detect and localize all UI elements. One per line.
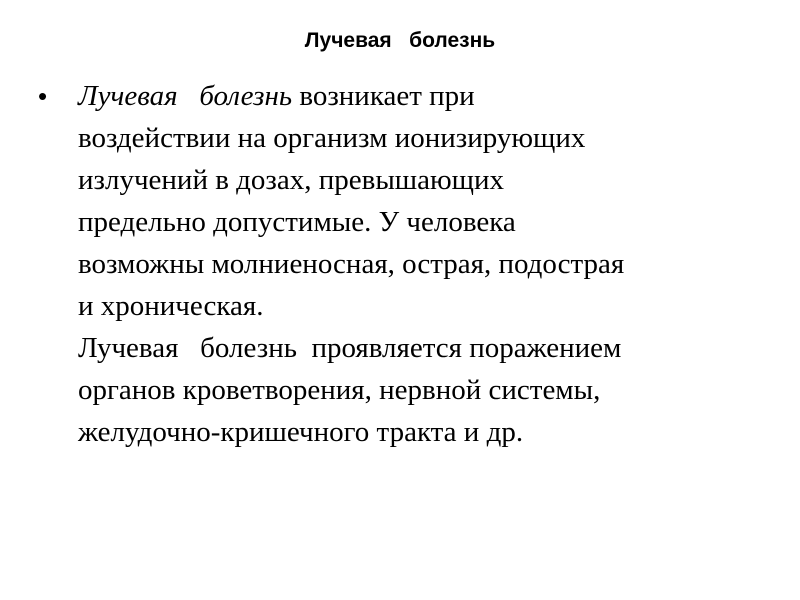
text-line-5: возможны молниеносная, острая, подострая — [78, 248, 625, 280]
slide-title: Лучевая болезнь — [304, 29, 496, 52]
text-line-3: излучений в дозах, превышающих — [78, 164, 505, 196]
text-line-7: Лучевая болезнь проявляется поражением — [78, 332, 622, 364]
italic-term: Лучевая болезнь — [78, 80, 293, 112]
text-line-9: желудочно-кришечного тракта и др. — [78, 416, 524, 448]
bullet-text — [78, 75, 778, 453]
text-line-4: предельно допустимые. У человека — [78, 206, 516, 238]
text-line-1-rest: возникает при — [292, 80, 475, 112]
bullet-dot-icon: • — [38, 81, 48, 111]
text-line-8: органов кроветворения, нервной системы, — [78, 374, 601, 406]
text-line-2: воздействии на организм ионизирующих — [78, 122, 586, 154]
text-line-6: и хроническая. — [78, 290, 264, 322]
text-line-1 — [78, 75, 778, 117]
